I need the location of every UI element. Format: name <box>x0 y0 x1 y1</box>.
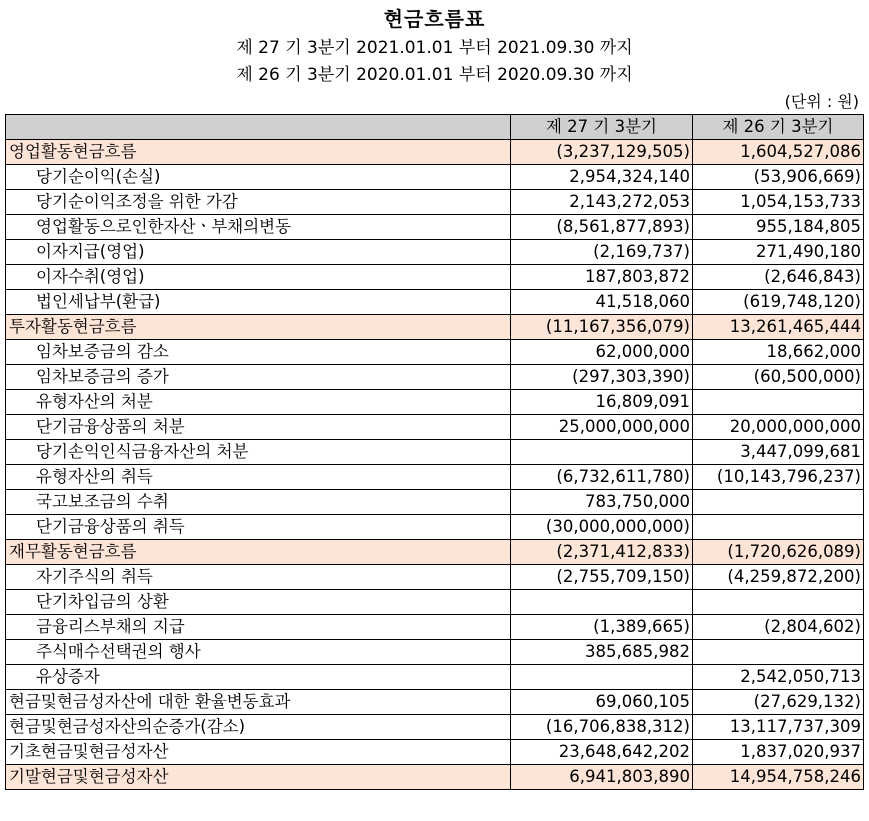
table-row <box>6 490 864 515</box>
table-row <box>6 415 864 440</box>
table-row <box>6 390 864 415</box>
header-item <box>6 115 511 140</box>
row-current-value: 6,941,803,890 <box>511 765 693 790</box>
row-current-value: (6,732,611,780) <box>511 465 693 490</box>
period-current: 제 27 기 3분기 2021.01.01 부터 2021.09.30 까지 <box>236 38 633 58</box>
table-header-row <box>6 115 864 140</box>
table-row <box>6 690 864 715</box>
row-label: 주식매수선택권의 행사 <box>6 640 511 665</box>
row-label: 국고보조금의 수취 <box>6 490 511 515</box>
table-row <box>6 615 864 640</box>
row-current-value: 62,000,000 <box>511 340 693 365</box>
header-prior-period: 제 26 기 3분기 <box>693 115 864 140</box>
row-label: 당기순이익조정을 위한 가감 <box>6 190 511 215</box>
row-prior-value <box>693 640 864 665</box>
row-prior-value: 14,954,758,246 <box>693 765 864 790</box>
row-prior-value <box>693 490 864 515</box>
row-current-value: 16,809,091 <box>511 390 693 415</box>
row-current-value: (297,303,390) <box>511 365 693 390</box>
row-label: 금융리스부채의 지급 <box>6 615 511 640</box>
row-label: 현금및현금성자산에 대한 환율변동효과 <box>6 690 511 715</box>
table-row <box>6 315 864 340</box>
row-label: 기말현금및현금성자산 <box>6 765 511 790</box>
row-label: 당기손익인식금융자산의 처분 <box>6 440 511 465</box>
row-current-value: 187,803,872 <box>511 265 693 290</box>
row-label: 투자활동현금흐름 <box>6 315 511 340</box>
table-row <box>6 140 864 165</box>
row-label: 기초현금및현금성자산 <box>6 740 511 765</box>
row-prior-value: 3,447,099,681 <box>693 440 864 465</box>
row-current-value: (2,169,737) <box>511 240 693 265</box>
statement-title: 현금흐름표 <box>383 7 486 31</box>
table-row <box>6 190 864 215</box>
row-prior-value: 20,000,000,000 <box>693 415 864 440</box>
table-row <box>6 240 864 265</box>
row-current-value: 783,750,000 <box>511 490 693 515</box>
row-prior-value: (2,646,843) <box>693 265 864 290</box>
table-row <box>6 465 864 490</box>
row-prior-value: (4,259,872,200) <box>693 565 864 590</box>
table-row <box>6 365 864 390</box>
row-prior-value <box>693 515 864 540</box>
row-label: 영업활동현금흐름 <box>6 140 511 165</box>
row-label: 이자지급(영업) <box>6 240 511 265</box>
row-prior-value: 1,054,153,733 <box>693 190 864 215</box>
table-row <box>6 290 864 315</box>
table-row <box>6 565 864 590</box>
row-current-value: (8,561,877,893) <box>511 215 693 240</box>
row-prior-value: (1,720,626,089) <box>693 540 864 565</box>
table-row <box>6 715 864 740</box>
row-label: 단기금융상품의 취득 <box>6 515 511 540</box>
row-label: 이자수취(영업) <box>6 265 511 290</box>
row-current-value: (1,389,665) <box>511 615 693 640</box>
row-current-value: (2,755,709,150) <box>511 565 693 590</box>
table-row <box>6 215 864 240</box>
row-prior-value: 13,117,737,309 <box>693 715 864 740</box>
table-row <box>6 340 864 365</box>
table-row <box>6 665 864 690</box>
header-current-period: 제 27 기 3분기 <box>511 115 693 140</box>
row-label: 영업활동으로인한자산ㆍ부채의변동 <box>6 215 511 240</box>
row-prior-value: 13,261,465,444 <box>693 315 864 340</box>
row-current-value: 41,518,060 <box>511 290 693 315</box>
row-label: 재무활동현금흐름 <box>6 540 511 565</box>
row-prior-value: (60,500,000) <box>693 365 864 390</box>
row-label: 단기금융상품의 처분 <box>6 415 511 440</box>
row-label: 유상증자 <box>6 665 511 690</box>
row-prior-value: 271,490,180 <box>693 240 864 265</box>
row-current-value: 23,648,642,202 <box>511 740 693 765</box>
row-label: 법인세납부(환급) <box>6 290 511 315</box>
row-current-value: 385,685,982 <box>511 640 693 665</box>
row-current-value: (16,706,838,312) <box>511 715 693 740</box>
row-label: 유형자산의 처분 <box>6 390 511 415</box>
cash-flow-table <box>5 114 864 790</box>
row-prior-value: 955,184,805 <box>693 215 864 240</box>
row-label: 자기주식의 취득 <box>6 565 511 590</box>
row-current-value: (3,237,129,505) <box>511 140 693 165</box>
row-current-value <box>511 440 693 465</box>
row-label: 단기차입금의 상환 <box>6 590 511 615</box>
row-label: 당기순이익(손실) <box>6 165 511 190</box>
row-current-value: (30,000,000,000) <box>511 515 693 540</box>
unit-label: (단위 : 원) <box>784 92 859 111</box>
row-current-value: 2,954,324,140 <box>511 165 693 190</box>
row-current-value: (11,167,356,079) <box>511 315 693 340</box>
row-current-value: 2,143,272,053 <box>511 190 693 215</box>
row-prior-value: (53,906,669) <box>693 165 864 190</box>
row-prior-value: (27,629,132) <box>693 690 864 715</box>
table-row <box>6 440 864 465</box>
row-prior-value: (10,143,796,237) <box>693 465 864 490</box>
row-current-value <box>511 665 693 690</box>
row-current-value <box>511 590 693 615</box>
row-label: 현금및현금성자산의순증가(감소) <box>6 715 511 740</box>
row-current-value: 69,060,105 <box>511 690 693 715</box>
table-row <box>6 540 864 565</box>
row-prior-value: 2,542,050,713 <box>693 665 864 690</box>
row-current-value: (2,371,412,833) <box>511 540 693 565</box>
row-label: 임차보증금의 증가 <box>6 365 511 390</box>
table-row <box>6 740 864 765</box>
row-prior-value <box>693 390 864 415</box>
row-prior-value: 18,662,000 <box>693 340 864 365</box>
table-row <box>6 765 864 790</box>
row-prior-value: 1,604,527,086 <box>693 140 864 165</box>
row-label: 유형자산의 취득 <box>6 465 511 490</box>
table-row <box>6 590 864 615</box>
period-prior: 제 26 기 3분기 2020.01.01 부터 2020.09.30 까지 <box>236 65 633 85</box>
row-prior-value: (619,748,120) <box>693 290 864 315</box>
row-prior-value <box>693 590 864 615</box>
row-current-value: 25,000,000,000 <box>511 415 693 440</box>
table-row <box>6 515 864 540</box>
row-prior-value: (2,804,602) <box>693 615 864 640</box>
table-row <box>6 640 864 665</box>
row-prior-value: 1,837,020,937 <box>693 740 864 765</box>
row-label: 임차보증금의 감소 <box>6 340 511 365</box>
table-row <box>6 265 864 290</box>
table-row <box>6 165 864 190</box>
